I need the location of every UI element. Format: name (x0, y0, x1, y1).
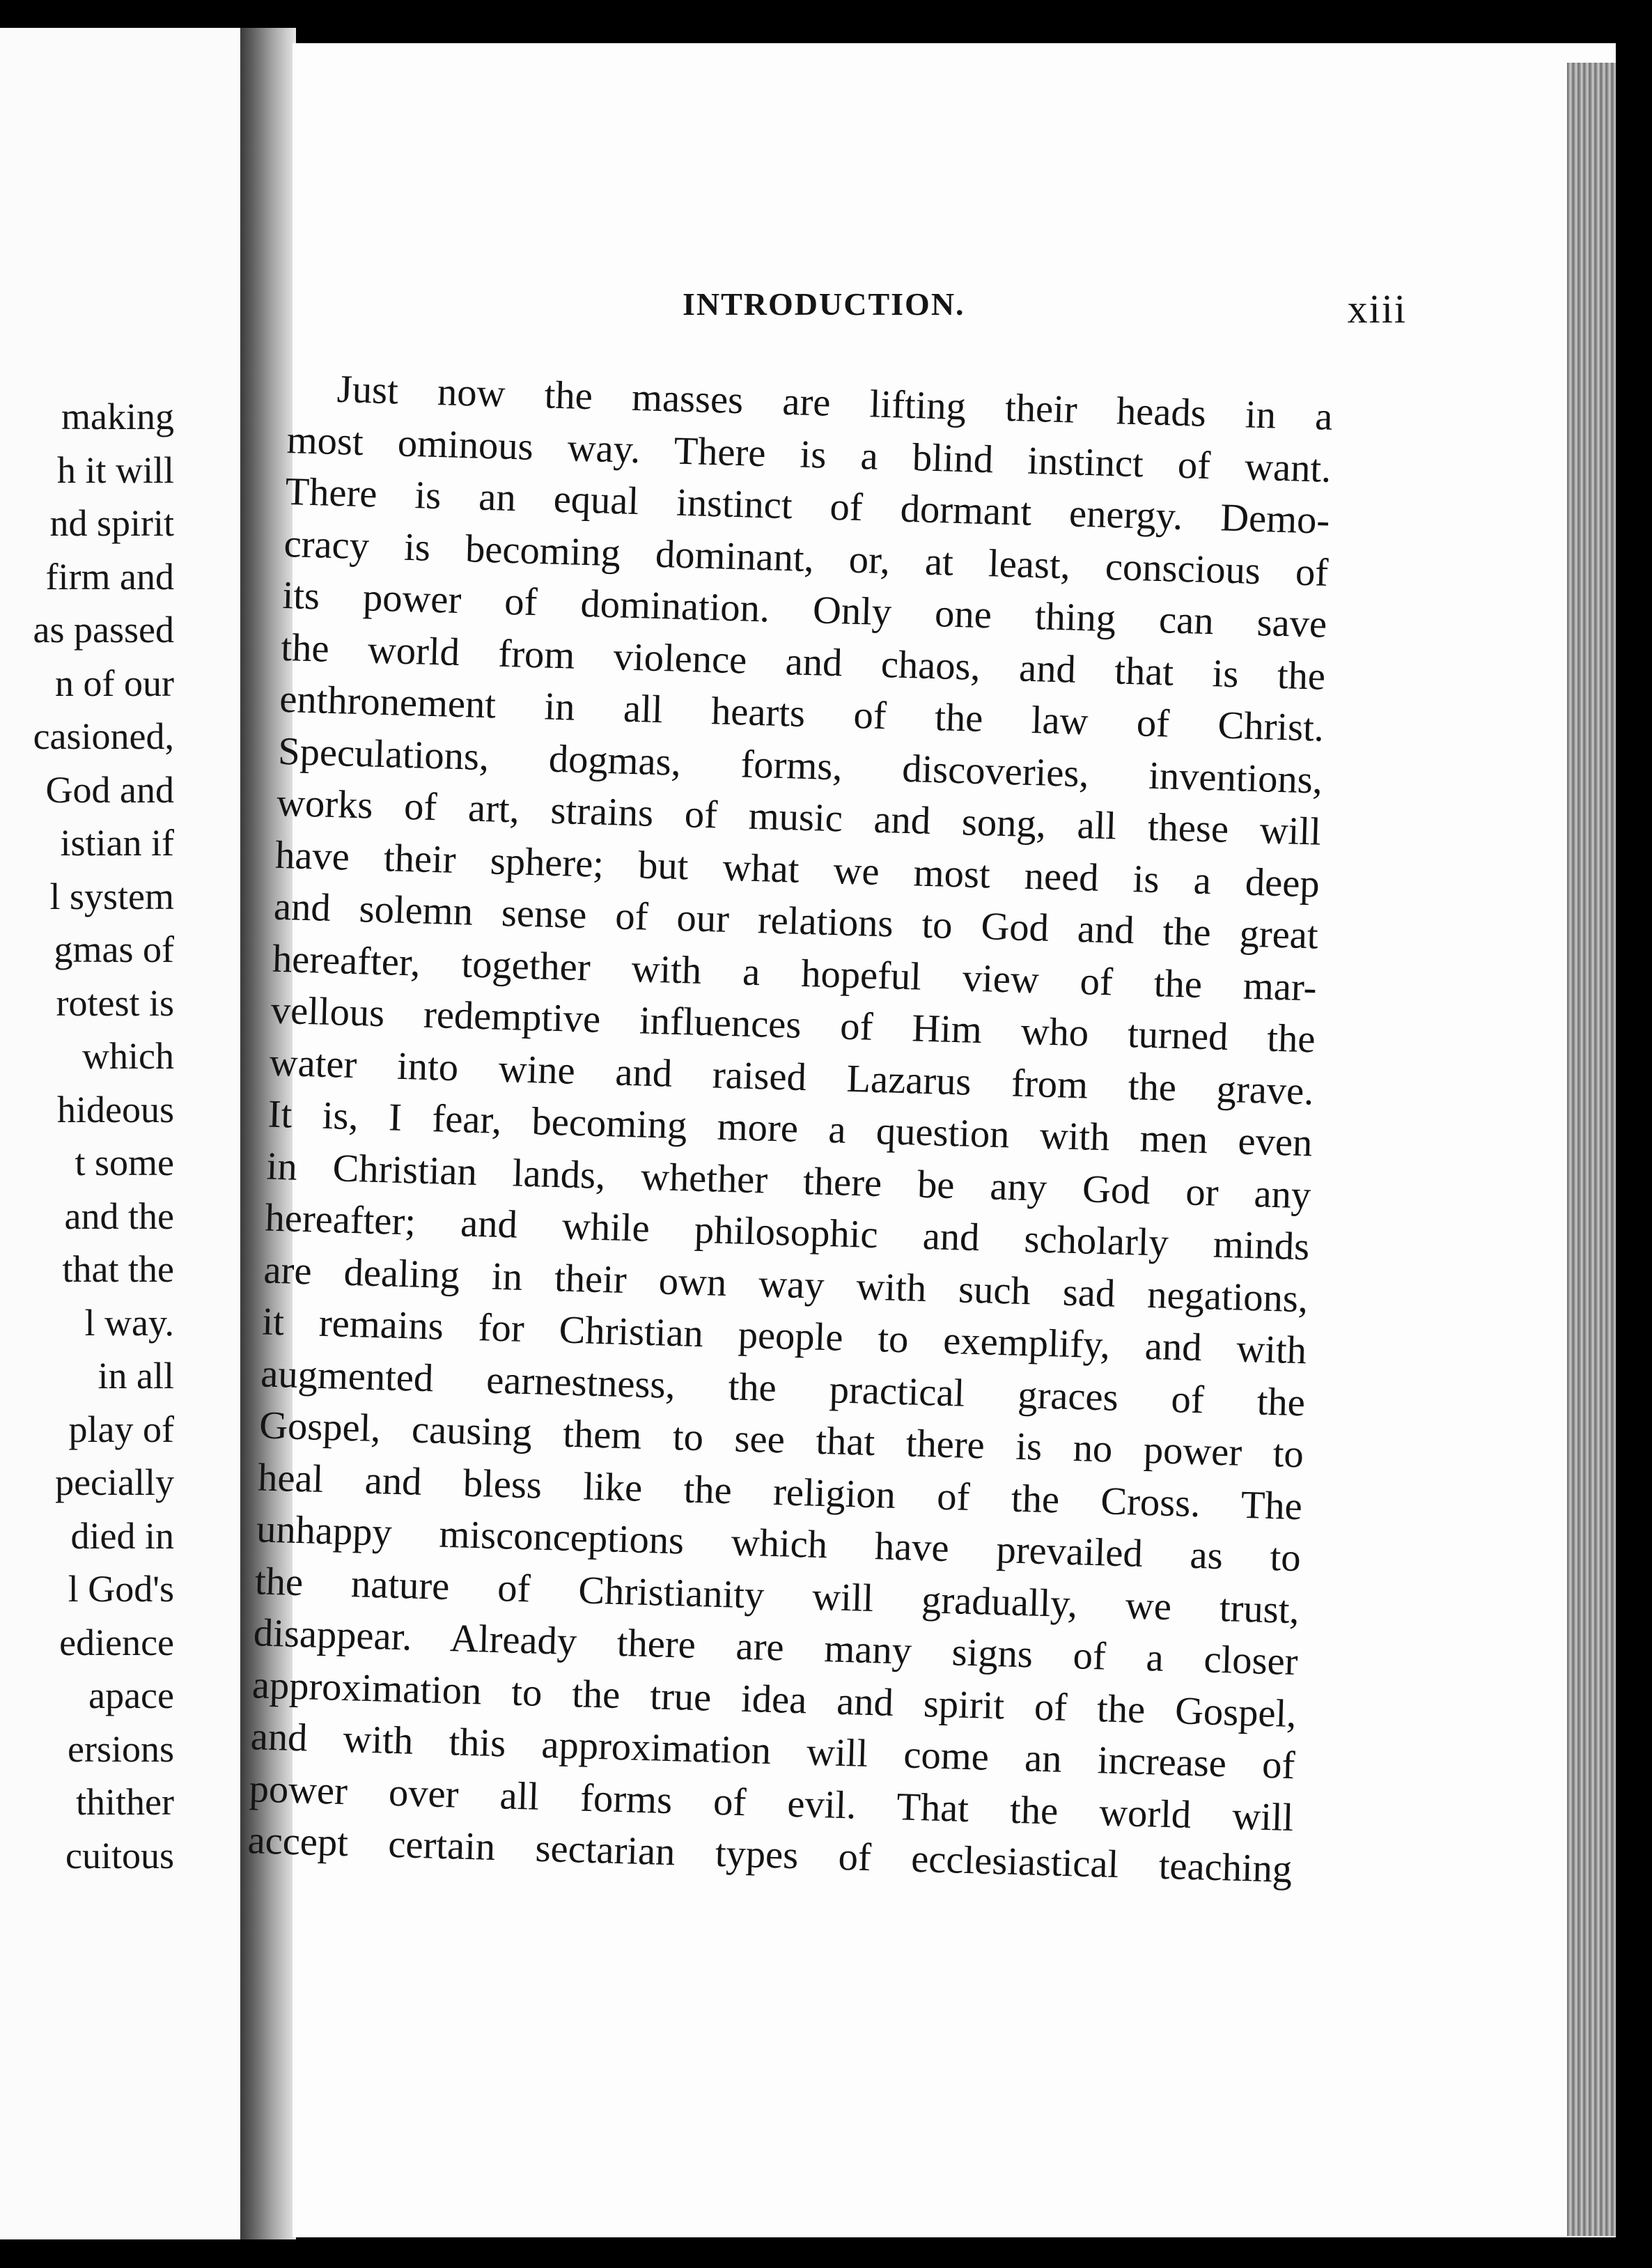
body-text-line: Just now the masses are lifting their heads in a (336, 367, 1334, 439)
body-text-line: and with this approximation will come an increase of (250, 1715, 1296, 1788)
body-text-line: and solemn sense of our relations to God and the great (273, 885, 1319, 958)
left-page-line: in all (98, 1355, 174, 1397)
left-page-line: as passed (33, 609, 174, 651)
left-page-line: gmas of (54, 929, 174, 970)
left-page-line: apace (88, 1675, 174, 1716)
body-text-line: the world from violence and chaos, and that is the (280, 626, 1326, 699)
body-text-line: are dealing in their own way with such sad negations, (263, 1248, 1309, 1321)
body-text-line: enthronement in all hearts of the law of Christ. (279, 677, 1325, 750)
body-text-line: accept certain sectarian types of ecclesiastical teaching (247, 1819, 1293, 1892)
body-text-line: augmented earnestness, the practical graces of the (260, 1351, 1306, 1424)
left-page-line: l way. (84, 1301, 174, 1344)
left-page-line: that the (62, 1248, 174, 1290)
left-page-line: l system (49, 875, 174, 917)
left-page-line: nd spirit (49, 502, 174, 544)
body-text-line: most ominous way. There is a blind instinct of want. (286, 418, 1332, 491)
body-text-line: It is, I fear, becoming more a question with men even (267, 1092, 1314, 1165)
body-text-line: cracy is becoming dominant, or, at least, conscious of (283, 522, 1330, 595)
left-page-line: pecially (55, 1461, 174, 1503)
left-page-line: died in (70, 1514, 174, 1557)
body-text-line: hereafter; and while philosophic and scholarly minds (264, 1196, 1310, 1269)
body-text-line: its power of domination. Only one thing can save (281, 573, 1327, 646)
left-page-text (0, 390, 174, 1882)
left-page-line: h it will (56, 449, 174, 491)
body-text-line: works of art, strains of music and song, all these will (276, 781, 1322, 854)
left-page-line: l God's (68, 1568, 174, 1610)
left-page-line: n of our (55, 662, 174, 704)
left-page-line: God and (45, 768, 174, 811)
left-page-line: play of (68, 1408, 174, 1450)
left-page-line: rotest is (56, 981, 174, 1024)
body-text-line: it remains for Christian people to exemplify, and with (261, 1300, 1307, 1373)
left-page-line: casioned, (33, 715, 174, 757)
page-edges (1567, 63, 1616, 2236)
left-facing-page (0, 28, 242, 2239)
body-text-line: unhappy misconceptions which have prevailed as to (256, 1507, 1302, 1580)
left-page-line: istian if (60, 822, 174, 864)
left-page-line: thither (76, 1781, 174, 1823)
left-page-line: ersions (68, 1727, 174, 1770)
body-text-line: have their sphere; but what we most need is a deep (274, 833, 1320, 906)
body-text-line: water into wine and raised Lazarus from the grave. (269, 1041, 1315, 1113)
running-head (390, 272, 1407, 334)
body-text-line: approximation to the true idea and spirit of the Gospel, (251, 1663, 1298, 1736)
left-page-line: making (61, 396, 174, 437)
body-text-line: There is an equal instinct of dormant energy. Demo- (284, 469, 1331, 543)
left-page-line: which (82, 1035, 174, 1077)
left-page-line: t some (75, 1142, 174, 1183)
left-page-line: and the (64, 1195, 174, 1237)
page-number: xiii (1347, 286, 1407, 332)
body-text-line: Speculations, dogmas, forms, discoveries, inventions, (277, 729, 1323, 802)
body-text-line: disappear. Already there are many signs of a closer (253, 1611, 1299, 1684)
left-page-line: firm and (45, 555, 174, 598)
body-text-line: the nature of Christianity will gradually, we trust, (254, 1559, 1300, 1632)
running-title: INTRODUCTION. (683, 286, 965, 322)
body-text (247, 362, 1334, 1896)
left-page-line: hideous (57, 1088, 174, 1131)
body-text-line: power over all forms of evil. That the world will (248, 1766, 1295, 1840)
body-text-line: heal and bless like the religion of the Cross. The (257, 1455, 1303, 1528)
left-page-line: edience (59, 1621, 174, 1663)
body-text-line: vellous redemptive influences of Him who turned the (270, 988, 1316, 1062)
body-text-line: Gospel, causing them to see that there is no power to (258, 1404, 1304, 1477)
body-text-line: hereafter, together with a hopeful view of the mar- (272, 937, 1318, 1010)
body-text-line: in Christian lands, whether there be any God or any (265, 1144, 1312, 1217)
left-page-line: cuitous (65, 1834, 174, 1877)
